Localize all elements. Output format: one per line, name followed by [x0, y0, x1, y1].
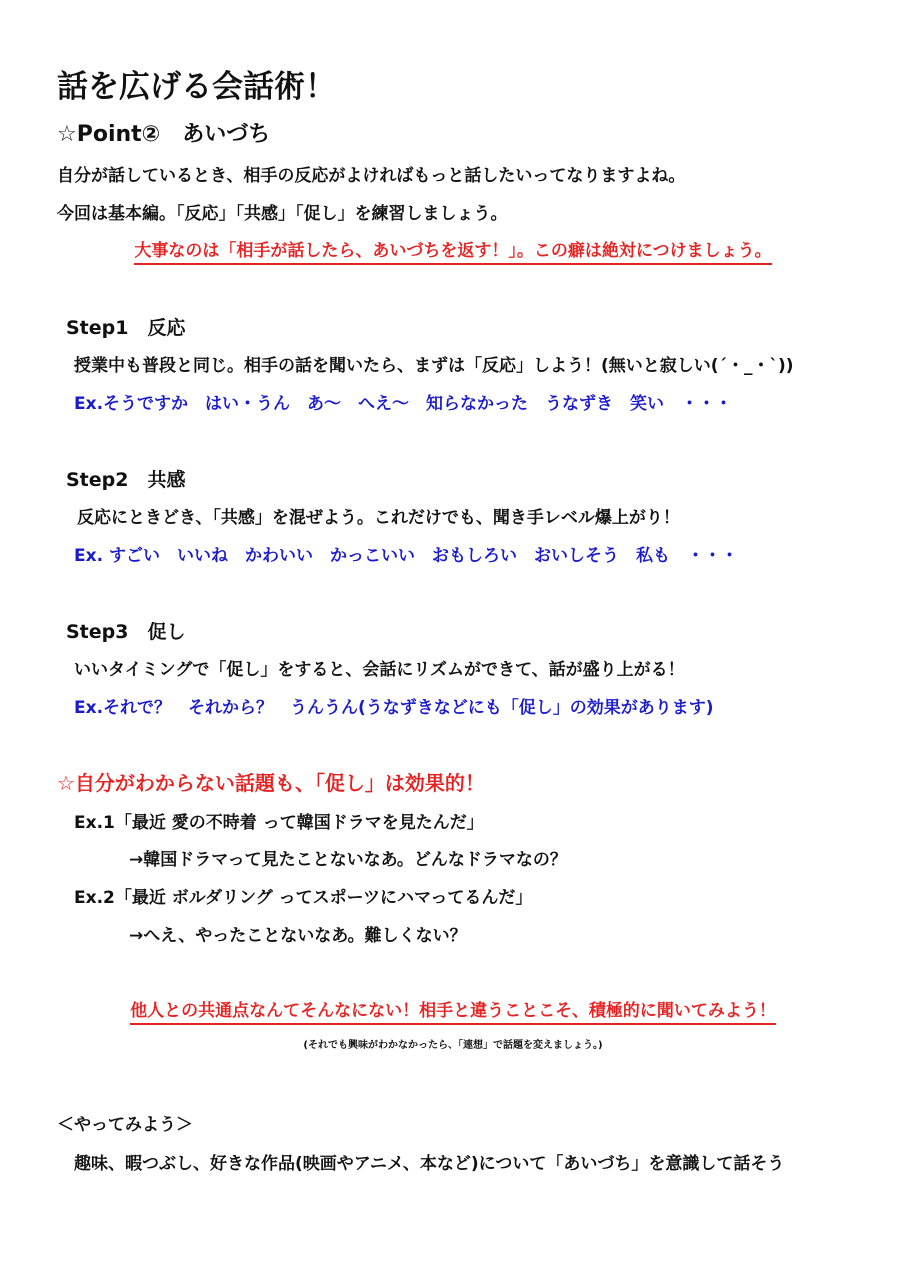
practice-task: 趣味、暇つぶし、好きな作品(映画やアニメ、本など)について「あいづち」を意識して話そう [74, 1154, 785, 1174]
step1-examples: Ex.そうですか はい・うん あ～ へえ～ 知らなかった うなずき 笑い ・・・ [74, 394, 733, 414]
example2-reply: →へえ、やったことないなあ。難しくない？ [129, 926, 467, 946]
key-message-text: 大事なのは「相手が話したら、あいづちを返す！」。この癖は絶対につけましょう。 [134, 241, 771, 265]
point-heading: ☆Point② あいづち [57, 122, 271, 147]
key-message [0, 243, 906, 260]
intro-line-2: 今回は基本編。「反応」「共感」「促し」を練習しましょう。 [57, 204, 508, 224]
step3-examples: Ex.それで？ それから？ うんうん(うなずきなどにも「促し」の効果があります) [74, 698, 714, 718]
step1-heading: Step1 反応 [66, 317, 186, 339]
example1-quote: Ex.1「最近 愛の不時着 って韓国ドラマを見たんだ」 [74, 813, 484, 833]
example1-reply: →韓国ドラマって見たことないなあ。どんなドラマなの？ [129, 850, 567, 870]
step1-description: 授業中も普段と同じ。相手の話を聞いたら、まずは「反応」しよう！(無いと寂しい(´・_・`)) [74, 356, 794, 376]
step2-examples: Ex. すごい いいね かわいい かっこいい おもしろい おいしそう 私も ・・・ [74, 546, 738, 566]
step2-heading: Step2 共感 [66, 469, 186, 491]
conclusion-note: (それでも興味がわかなかったら、「連想」で話題を変えましょう。) [303, 1040, 603, 1051]
conclusion-message [0, 1003, 906, 1020]
unknown-topic-heading: ☆自分がわからない話題も、「促し」は効果的！ [57, 771, 485, 795]
step3-description: いいタイミングで「促し」をすると、会話にリズムができて、話が盛り上がる！ [74, 660, 685, 680]
conclusion-message-text: 他人との共通点なんてそんなにない！相手と違うことこそ、積極的に聞いてみよう！ [130, 1001, 776, 1025]
step2-description: 反応にときどき、「共感」を混ぜよう。これだけでも、聞き手レベル爆上がり！ [77, 508, 680, 528]
step3-heading: Step3 促し [66, 621, 186, 643]
intro-line-1: 自分が話しているとき、相手の反応がよければもっと話したいってなりますよね。 [57, 166, 686, 186]
example2-quote: Ex.2「最近 ボルダリング ってスポーツにハマってるんだ」 [74, 888, 533, 908]
practice-heading: ＜やってみよう＞ [57, 1115, 193, 1135]
page-title: 話を広げる会話術！ [57, 69, 336, 105]
